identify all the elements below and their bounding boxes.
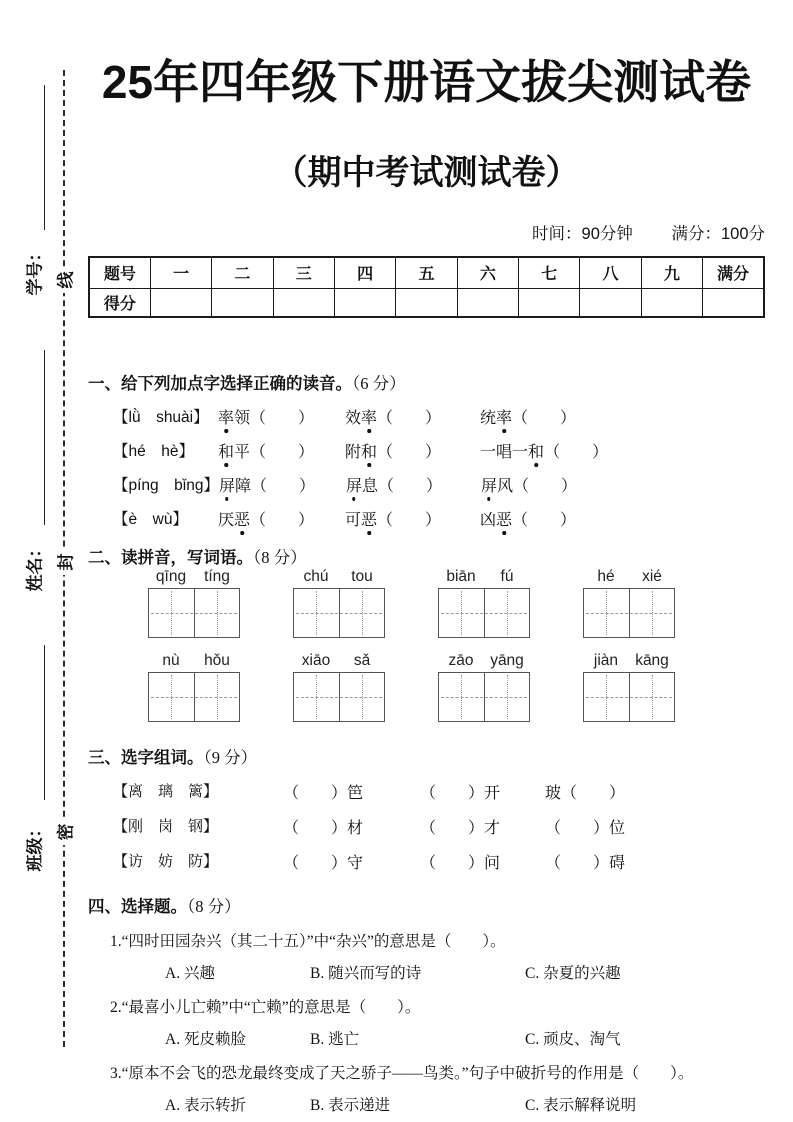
score-table-header-cell: 五 — [396, 257, 457, 289]
score-cell-empty[interactable] — [396, 288, 457, 317]
character-options-bracket: 【访 妨 防】 — [113, 853, 219, 870]
score-table — [88, 256, 765, 318]
dotted-character: 恶 — [496, 507, 512, 530]
writing-cell[interactable] — [294, 589, 340, 637]
choose-character-row — [88, 850, 765, 873]
writing-cell[interactable] — [195, 589, 240, 637]
time-score-line — [88, 220, 765, 244]
option-b[interactable]: B. 逃亡 — [310, 1030, 360, 1048]
score-table-header-cell: 九 — [641, 257, 702, 289]
pinyin-bracket: 【è wù】 — [113, 510, 188, 528]
seal-char-密: 密 — [50, 819, 79, 845]
question-stem: 3.“原本不会飞的恐龙最终变成了天之骄子——鸟类。”句子中破折号的作用是（ ）。 — [110, 1064, 694, 1082]
dotted-character: 恶 — [234, 507, 250, 530]
dotted-word-blank[interactable]: 率领（ ） — [218, 405, 345, 428]
character-options-bracket: 【离 璃 篱】 — [113, 783, 219, 800]
word-blank[interactable]: （ ）碍 — [545, 854, 626, 872]
pinyin-word-group — [293, 568, 385, 638]
writing-cell[interactable] — [630, 673, 675, 721]
writing-cell[interactable] — [584, 673, 630, 721]
option-c[interactable]: C. 表示解释说明 — [525, 1096, 637, 1114]
dotted-word-blank[interactable]: 屏障（ ） — [219, 473, 346, 496]
character: 一 — [512, 443, 529, 461]
character-options-bracket: 【刚 岗 钢】 — [113, 818, 219, 835]
score-cell-empty[interactable] — [457, 288, 518, 317]
character: 凶 — [480, 511, 497, 529]
writing-grid[interactable] — [148, 672, 240, 722]
seal-char-封: 封 — [50, 549, 79, 575]
dotted-word-blank[interactable]: 附和（ ） — [345, 439, 480, 462]
pronunciation-row — [88, 405, 765, 428]
section-4-points: （8 分） — [187, 896, 241, 916]
character: 息 — [362, 477, 379, 495]
writing-grid[interactable] — [293, 588, 385, 638]
score-table-header-cell: 一 — [150, 257, 211, 289]
pinyin-word-group — [148, 652, 240, 722]
writing-cell[interactable] — [485, 589, 530, 637]
pinyin-grid-row — [88, 568, 765, 638]
pinyin-label — [583, 568, 675, 588]
score-table-header-cell: 题号 — [89, 257, 150, 289]
writing-cell[interactable] — [439, 589, 485, 637]
writing-cell[interactable] — [485, 673, 530, 721]
dotted-character: 和 — [218, 439, 234, 462]
dotted-character: 屏 — [346, 473, 362, 496]
pronunciation-row — [88, 507, 765, 530]
section-2-grid-rows — [88, 568, 765, 722]
pinyin-syllable: xié — [642, 567, 662, 585]
score-cell-empty[interactable] — [641, 288, 702, 317]
writing-grid[interactable] — [293, 672, 385, 722]
pinyin-label — [293, 652, 385, 672]
option-c[interactable]: C. 杂夏的兴趣 — [525, 964, 621, 982]
score-cell-empty[interactable] — [580, 288, 641, 317]
writing-cell[interactable] — [584, 589, 630, 637]
dotted-word-blank[interactable]: 厌恶（ ） — [218, 507, 345, 530]
character: 障 — [235, 477, 252, 495]
writing-cell[interactable] — [149, 589, 195, 637]
section-3-choose-character — [88, 744, 765, 873]
pinyin-syllable: hǒu — [204, 651, 230, 669]
score-table-header-cell: 六 — [457, 257, 518, 289]
dotted-character: 屏 — [219, 473, 235, 496]
character: 风 — [497, 477, 514, 495]
question-block — [88, 1061, 765, 1115]
dotted-character: 率 — [496, 405, 512, 428]
option-a[interactable]: A. 死皮赖脸 — [165, 1030, 246, 1048]
writing-grid[interactable] — [583, 672, 675, 722]
question-options — [88, 961, 765, 983]
writing-grid[interactable] — [438, 588, 530, 638]
pinyin-label — [293, 568, 385, 588]
pinyin-syllable: xiāo — [301, 651, 331, 669]
character: 效 — [345, 409, 362, 427]
score-cell-empty[interactable] — [519, 288, 580, 317]
pinyin-syllable: jiàn — [593, 651, 619, 669]
pinyin-word-group — [438, 652, 530, 722]
pinyin-syllable: hé — [597, 567, 615, 585]
full-score-label: 满分：100分 — [671, 224, 765, 243]
seal-char-线: 线 — [50, 267, 79, 293]
pinyin-label — [148, 652, 240, 672]
score-cell-empty[interactable] — [334, 288, 395, 317]
dotted-word-blank[interactable]: 效率（ ） — [345, 405, 480, 428]
question-options — [88, 1027, 765, 1049]
question-stem: 1.“四时田园杂兴（其二十五）”中“杂兴”的意思是（ ）。 — [110, 932, 506, 950]
pinyin-grid-row — [88, 652, 765, 722]
student-info-label: 班级： — [25, 820, 45, 872]
dotted-word-blank[interactable]: 统率（ ） — [480, 405, 765, 428]
section-4-questions — [88, 929, 765, 1115]
pinyin-syllable: sǎ — [353, 651, 371, 669]
writing-cell[interactable] — [195, 673, 240, 721]
pinyin-syllable: qīng — [155, 567, 187, 585]
dotted-character: 和 — [361, 439, 377, 462]
dotted-word-blank[interactable]: 可恶（ ） — [345, 507, 480, 530]
writing-cell[interactable] — [340, 589, 385, 637]
score-table-score-row — [89, 288, 764, 317]
pinyin-bracket: 【píng bǐng】 — [113, 476, 219, 494]
score-table-header-cell: 四 — [334, 257, 395, 289]
writing-cell[interactable] — [340, 673, 385, 721]
option-a[interactable]: A. 兴趣 — [165, 964, 215, 982]
word-blank[interactable]: （ ）才 — [420, 819, 501, 837]
pinyin-word-group — [148, 568, 240, 638]
choose-character-row — [88, 815, 765, 838]
score-table-header-row — [89, 257, 764, 289]
character: 厌 — [218, 511, 235, 529]
option-a[interactable]: A. 表示转折 — [165, 1096, 246, 1114]
word-blank[interactable]: （ ）开 — [420, 784, 501, 802]
dotted-character: 恶 — [361, 507, 377, 530]
student-info-blank-line[interactable] — [44, 350, 45, 525]
pinyin-word-group — [583, 652, 675, 722]
time-label: 时间：90分钟 — [532, 224, 633, 243]
section-2-heading-text: 二、读拼音，写词语。 — [88, 548, 253, 567]
character: 领 — [234, 409, 251, 427]
score-table-header-cell: 七 — [519, 257, 580, 289]
character: 一 — [480, 443, 497, 461]
writing-grid[interactable] — [438, 672, 530, 722]
pinyin-label — [438, 568, 530, 588]
section-4-multiple-choice — [88, 893, 765, 1115]
pinyin-syllable: biān — [446, 567, 476, 585]
section-2-points: （8 分） — [253, 547, 307, 567]
option-b[interactable]: B. 随兴而写的诗 — [310, 964, 422, 982]
word-blank[interactable]: （ ）守 — [283, 854, 364, 872]
section-4-heading — [88, 893, 765, 917]
section-4-heading-text: 四、选择题。 — [88, 897, 187, 916]
section-1-pronunciation — [88, 370, 765, 530]
section-3-points: （9 分） — [203, 747, 258, 767]
student-info-blank-line[interactable] — [44, 85, 45, 230]
pinyin-word-group — [438, 568, 530, 638]
pinyin-syllable: kāng — [635, 651, 669, 669]
score-table-header-cell: 二 — [212, 257, 273, 289]
word-blank[interactable]: （ ）笆 — [283, 784, 364, 802]
page-title: 25年四年级下册语文拔尖测试卷 — [101, 56, 752, 108]
question-block — [88, 995, 765, 1049]
writing-cell[interactable] — [439, 673, 485, 721]
student-info-label: 姓名： — [25, 540, 45, 592]
word-blank[interactable]: （ ）位 — [545, 819, 626, 837]
writing-cell[interactable] — [294, 673, 340, 721]
option-c[interactable]: C. 顽皮、淘气 — [525, 1030, 621, 1048]
pinyin-syllable: tou — [351, 567, 373, 585]
section-1-points: （6 分） — [352, 373, 406, 393]
writing-cell[interactable] — [149, 673, 195, 721]
score-cell-empty[interactable] — [212, 288, 273, 317]
dotted-character: 屏 — [481, 473, 497, 496]
score-table-header-cell: 八 — [580, 257, 641, 289]
section-3-rows — [88, 780, 765, 873]
option-b[interactable]: B. 表示递进 — [310, 1096, 391, 1114]
word-blank[interactable]: （ ）材 — [283, 819, 364, 837]
pinyin-word-group — [583, 568, 675, 638]
pinyin-syllable: zāo — [448, 651, 474, 669]
pinyin-bracket: 【hé hè】 — [113, 442, 194, 460]
pronunciation-row — [88, 473, 765, 496]
pinyin-syllable: yāng — [490, 651, 524, 669]
question-options — [88, 1093, 765, 1115]
choose-character-row — [88, 780, 765, 803]
pinyin-label — [148, 568, 240, 588]
character: 统 — [480, 409, 497, 427]
pinyin-syllable: nù — [162, 651, 180, 669]
score-row-label: 得分 — [89, 288, 150, 317]
pronunciation-row — [88, 439, 765, 462]
question-block — [88, 929, 765, 983]
score-table-header-cell: 满分 — [703, 257, 764, 289]
question-stem: 2.“最喜小儿亡赖”中“亡赖”的意思是（ ）。 — [110, 998, 421, 1016]
character: 平 — [234, 443, 251, 461]
pinyin-syllable: chú — [303, 567, 329, 585]
pinyin-label — [438, 652, 530, 672]
section-1-heading — [88, 370, 765, 394]
character: 唱 — [496, 443, 513, 461]
score-cell-empty[interactable] — [273, 288, 334, 317]
pinyin-word-group — [293, 652, 385, 722]
dotted-character: 率 — [218, 405, 234, 428]
page-subtitle: （期中考试测试卷） — [273, 153, 580, 192]
section-2-heading — [88, 544, 765, 568]
dotted-word-blank[interactable]: 一唱一和（ ） — [480, 439, 765, 462]
section-1-rows — [88, 405, 765, 530]
dotted-word-blank[interactable]: 屏风（ ） — [481, 473, 765, 496]
pinyin-bracket: 【lǜ shuài】 — [113, 408, 209, 426]
section-1-heading-text: 一、给下列加点字选择正确的读音。 — [88, 374, 352, 393]
pinyin-syllable: tíng — [204, 567, 230, 585]
dotted-character: 和 — [528, 439, 544, 462]
character: 附 — [345, 443, 362, 461]
word-blank[interactable]: 玻（ ） — [545, 784, 626, 802]
section-2-pinyin-writing — [88, 544, 765, 722]
word-blank[interactable]: （ ）问 — [420, 854, 501, 872]
pinyin-label — [583, 652, 675, 672]
section-3-heading-text: 三、选字组词。 — [88, 748, 204, 767]
student-info-blank-line[interactable] — [44, 645, 45, 800]
writing-cell[interactable] — [630, 589, 675, 637]
score-table-header-cell: 三 — [273, 257, 334, 289]
student-info-label: 学号： — [25, 244, 45, 296]
writing-grid[interactable] — [583, 588, 675, 638]
character: 可 — [345, 511, 362, 529]
pinyin-syllable: fú — [500, 567, 514, 585]
writing-grid[interactable] — [148, 588, 240, 638]
paper-main-column — [88, 0, 765, 1115]
dotted-word-blank[interactable]: 凶恶（ ） — [480, 507, 765, 530]
dotted-word-blank[interactable]: 屏息（ ） — [346, 473, 481, 496]
score-cell-empty[interactable] — [703, 288, 764, 317]
dotted-word-blank[interactable]: 和平（ ） — [218, 439, 345, 462]
score-cell-empty[interactable] — [150, 288, 211, 317]
dotted-character: 率 — [361, 405, 377, 428]
section-3-heading — [88, 744, 765, 768]
